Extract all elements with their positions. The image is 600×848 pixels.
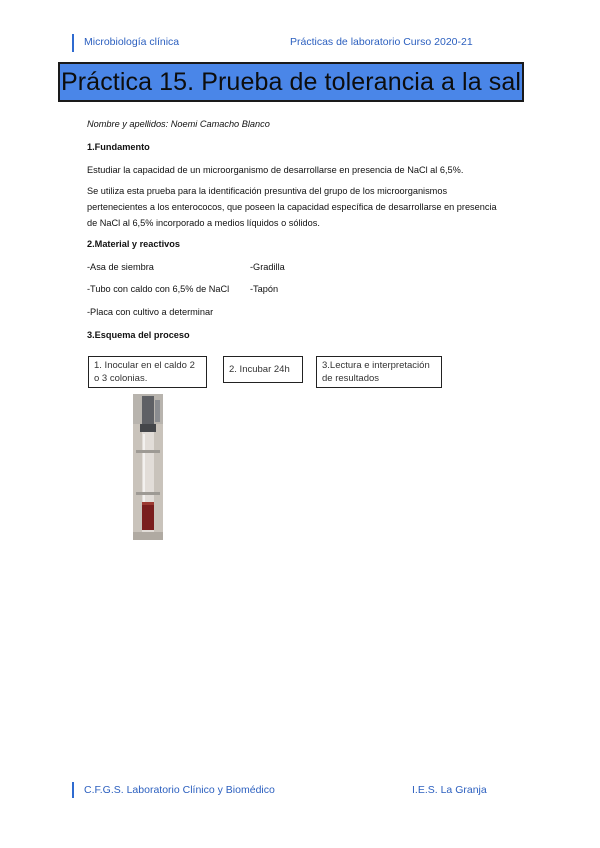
material-item: -Placa con cultivo a determinar — [87, 307, 214, 317]
process-step-2: 2. Incubar 24h — [223, 356, 303, 383]
test-tube-photo — [133, 394, 163, 540]
footer-accent-bar — [72, 782, 74, 798]
fundamento-paragraph-1: Estudiar la capacidad de un microorganismo de desarrollarse en presencia de NaCl al 6,5%. — [87, 165, 464, 175]
page-title: Práctica 15. Prueba de tolerancia a la sal — [60, 67, 522, 96]
section-heading-esquema: 3.Esquema del proceso — [87, 330, 190, 340]
footer-school: I.E.S. La Granja — [412, 784, 487, 796]
footer-program: C.F.G.S. Laboratorio Clínico y Biomédico — [84, 784, 275, 796]
title-banner — [58, 62, 524, 102]
header-course: Prácticas de laboratorio Curso 2020-21 — [290, 36, 473, 48]
author-line: Nombre y apellidos: Noemi Camacho Blanco — [87, 119, 270, 129]
material-item: -Tubo con caldo con 6,5% de NaCl — [87, 284, 230, 294]
process-step-1: 1. Inocular en el caldo 2 o 3 colonias. — [88, 356, 207, 388]
material-item: -Asa de siembra — [87, 262, 154, 272]
fundamento-paragraph-2: Se utiliza esta prueba para la identificación presuntiva del grupo de los microorganismos pertenecientes a los enterococos, que poseen la capacidad específica de desarrollarse en presencia de NaCl al 6,5% incorporado a medios líquidos o sólidos. — [87, 186, 497, 228]
header-accent-bar — [72, 34, 74, 52]
process-step-3: 3.Lectura e interpretación de resultados — [316, 356, 442, 388]
section-heading-fundamento: 1.Fundamento — [87, 142, 150, 152]
material-item: -Tapón — [250, 284, 279, 294]
section-heading-material: 2.Material y reactivos — [87, 239, 180, 249]
material-item: -Gradilla — [250, 262, 285, 272]
header-subject: Microbiología clínica — [84, 36, 180, 48]
